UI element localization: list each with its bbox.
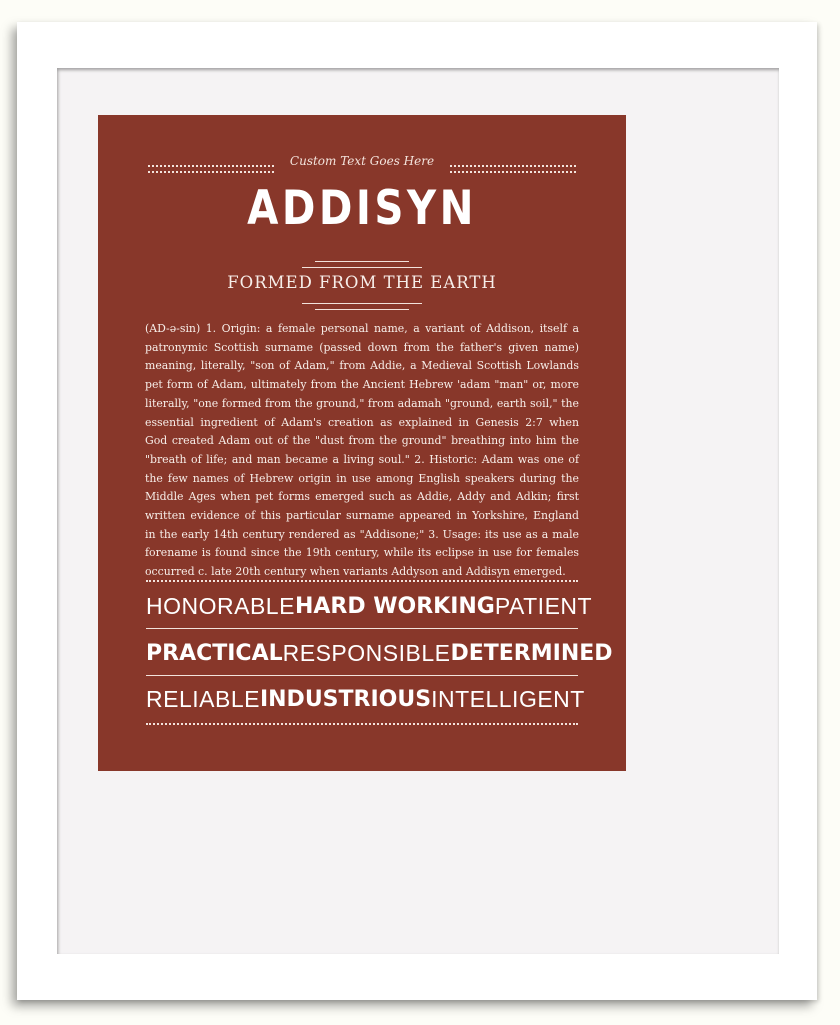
definition-line: meaning, literally, "son of Adam," from Addie, a Medieval Scottish Lowlands <box>145 359 579 373</box>
trait-word: RESPONSIBLE <box>282 639 451 666</box>
definition-line: forename is found since the 19th century, while its eclipse in use for females <box>145 546 579 560</box>
trait-word: INTELLIGENT <box>431 685 585 712</box>
definition-line: occurred c. late 20th century when variants Addyson and Addisyn emerged. <box>145 565 566 579</box>
trait-word: DETERMINED <box>450 640 613 666</box>
custom-text: Custom Text Goes Here <box>289 154 435 168</box>
definition-line: essential ingredient of Adam's creation as explained in Genesis 2:7 when <box>145 415 579 429</box>
traits-row-divider-1 <box>146 628 578 629</box>
name-underline-rule-1 <box>315 261 409 262</box>
trait-word: INDUSTRIOUS <box>259 686 432 712</box>
definition-line: in the early 14th century rendered as "Addisone;" 3. Usage: its use as a male <box>145 527 579 541</box>
traits-bottom-dotted-divider <box>146 723 578 725</box>
definition-line: (AD-ə-sin) 1. Origin: a female personal name, a variant of Addison, itself a <box>145 322 579 335</box>
definition-line: patronymic Scottish surname (passed down from the father's given name) <box>145 340 579 354</box>
definition-line: God created Adam out of the "dust from the ground" breathing into him the <box>145 434 579 448</box>
definition-line: Middle Ages when pet forms emerged such as Addie, Addy and Adkin; first <box>145 490 579 504</box>
definition-line: the few names of Hebrew origin in use among English speakers during the <box>145 471 579 485</box>
name-meaning: FORMED FROM THE EARTH <box>227 273 497 292</box>
name-print <box>98 115 626 771</box>
traits-row-1 <box>146 586 593 626</box>
name-definition <box>145 320 579 582</box>
traits-row-divider-2 <box>146 675 578 676</box>
top-right-dotted-divider <box>450 165 576 167</box>
trait-word: HONORABLE <box>146 592 295 619</box>
definition-line: pet form of Adam, ultimately from the Ancient Hebrew 'adam "man" or, more <box>145 378 579 392</box>
definition-line: written evidence of this particular surname appeared in Yorkshire, England <box>145 509 579 523</box>
traits-top-dotted-divider <box>146 580 578 582</box>
meaning-underline-rule-1 <box>302 303 422 304</box>
trait-word: PRACTICAL <box>146 640 283 666</box>
trait-word: RELIABLE <box>146 685 260 712</box>
name-title: ADDISYN <box>247 181 477 236</box>
definition-line: "breath of life; and man became a living soul." 2. Historic: Adam was one of <box>145 452 579 466</box>
traits-row-3 <box>146 679 585 719</box>
trait-word: HARD WORKING <box>294 593 495 619</box>
definition-line: literally, "one formed from the ground," from adamah "ground, earth soil," the <box>145 396 579 410</box>
traits-row-2 <box>146 633 613 673</box>
name-underline-rule-2 <box>302 267 422 268</box>
trait-word: PATIENT <box>494 592 593 619</box>
meaning-underline-rule-2 <box>315 309 409 310</box>
